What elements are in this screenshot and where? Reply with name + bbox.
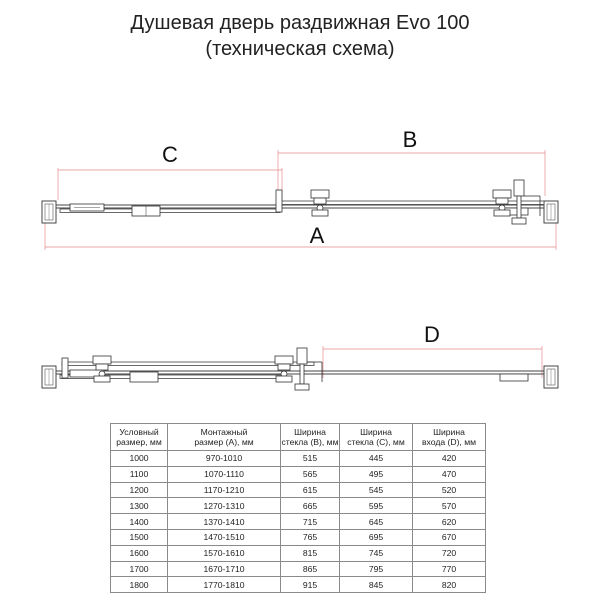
- table-row: [111, 514, 486, 530]
- cell-mounting-size: 1770-1810: [168, 577, 281, 593]
- header-mounting-size: Монтажный размер (А), мм: [168, 424, 281, 451]
- cell-mounting-size: 1070-1110: [168, 466, 281, 482]
- cell-entrance-width: 820: [413, 577, 486, 593]
- roller-icon: [93, 356, 111, 382]
- table-row: [111, 451, 486, 467]
- page-subtitle: (техническая схема): [205, 38, 395, 60]
- right-wall-profile: [544, 201, 558, 223]
- cell-mounting-size: 970-1010: [168, 451, 281, 467]
- cell-entrance-width: 770: [413, 561, 486, 577]
- cell-nominal-size: 1100: [111, 466, 168, 482]
- cell-glass-c-width: 845: [340, 577, 413, 593]
- cell-glass-c-width: 745: [340, 545, 413, 561]
- cell-glass-c-width: 695: [340, 529, 413, 545]
- cell-glass-c-width: 545: [340, 482, 413, 498]
- cell-glass-b-width: 515: [281, 451, 340, 467]
- label-d: D: [424, 322, 440, 347]
- table-header-row: [111, 424, 486, 451]
- table-row: [111, 482, 486, 498]
- cell-glass-c-width: 495: [340, 466, 413, 482]
- page-title: Душевая дверь раздвижная Evo 100: [130, 12, 470, 34]
- handle-icon: [295, 348, 322, 390]
- cell-glass-b-width: 615: [281, 482, 340, 498]
- dimension-c: [58, 142, 282, 200]
- cell-glass-b-width: 815: [281, 545, 340, 561]
- cell-glass-b-width: 915: [281, 577, 340, 593]
- glass-panel-c: [60, 370, 284, 382]
- cell-nominal-size: 1200: [111, 482, 168, 498]
- cell-mounting-size: 1270-1310: [168, 498, 281, 514]
- roller-icon: [275, 356, 293, 382]
- cell-glass-b-width: 665: [281, 498, 340, 514]
- left-wall-profile: [42, 201, 56, 223]
- cell-entrance-width: 570: [413, 498, 486, 514]
- cell-entrance-width: 520: [413, 482, 486, 498]
- table-row: [111, 498, 486, 514]
- left-wall-profile: [42, 366, 56, 388]
- header-entrance-width: Ширина входа (D), мм: [413, 424, 486, 451]
- cell-nominal-size: 1000: [111, 451, 168, 467]
- table-row: [111, 577, 486, 593]
- table-row: [111, 545, 486, 561]
- table-row: [111, 561, 486, 577]
- glass-panel-c: [60, 204, 280, 216]
- cell-glass-b-width: 765: [281, 529, 340, 545]
- cell-nominal-size: 1400: [111, 514, 168, 530]
- cell-mounting-size: 1670-1710: [168, 561, 281, 577]
- cell-nominal-size: 1600: [111, 545, 168, 561]
- dimension-b: [278, 127, 545, 196]
- cell-glass-c-width: 645: [340, 514, 413, 530]
- header-glass-c-width: Ширина стекла (С), мм: [340, 424, 413, 451]
- label-c: C: [162, 142, 178, 167]
- header-glass-b-width: Ширина стекла (В), мм: [281, 424, 340, 451]
- cell-entrance-width: 620: [413, 514, 486, 530]
- cell-glass-b-width: 715: [281, 514, 340, 530]
- size-table: [110, 423, 486, 593]
- cell-mounting-size: 1470-1510: [168, 529, 281, 545]
- dimension-d: [323, 322, 542, 378]
- cell-nominal-size: 1300: [111, 498, 168, 514]
- table-row: [111, 466, 486, 482]
- cell-entrance-width: 470: [413, 466, 486, 482]
- cell-mounting-size: 1170-1210: [168, 482, 281, 498]
- cell-nominal-size: 1800: [111, 577, 168, 593]
- cell-glass-c-width: 595: [340, 498, 413, 514]
- cell-glass-c-width: 445: [340, 451, 413, 467]
- cell-entrance-width: 670: [413, 529, 486, 545]
- cell-glass-b-width: 865: [281, 561, 340, 577]
- header-nominal-size: Условный размер, мм: [111, 424, 168, 451]
- cell-glass-b-width: 565: [281, 466, 340, 482]
- dimension-a: [45, 222, 556, 250]
- diagram-closed: [42, 127, 558, 250]
- roller-icon: [311, 190, 329, 216]
- roller-icon: [493, 190, 511, 216]
- table-row: [111, 529, 486, 545]
- cell-entrance-width: 420: [413, 451, 486, 467]
- top-rail: [56, 205, 544, 208]
- right-wall-profile: [544, 366, 558, 388]
- cell-mounting-size: 1570-1610: [168, 545, 281, 561]
- label-b: B: [402, 127, 418, 152]
- diagram-open: [42, 322, 558, 390]
- cell-mounting-size: 1370-1410: [168, 514, 281, 530]
- cell-glass-c-width: 795: [340, 561, 413, 577]
- cell-nominal-size: 1500: [111, 529, 168, 545]
- cell-entrance-width: 720: [413, 545, 486, 561]
- label-a: A: [309, 223, 325, 248]
- cell-nominal-size: 1700: [111, 561, 168, 577]
